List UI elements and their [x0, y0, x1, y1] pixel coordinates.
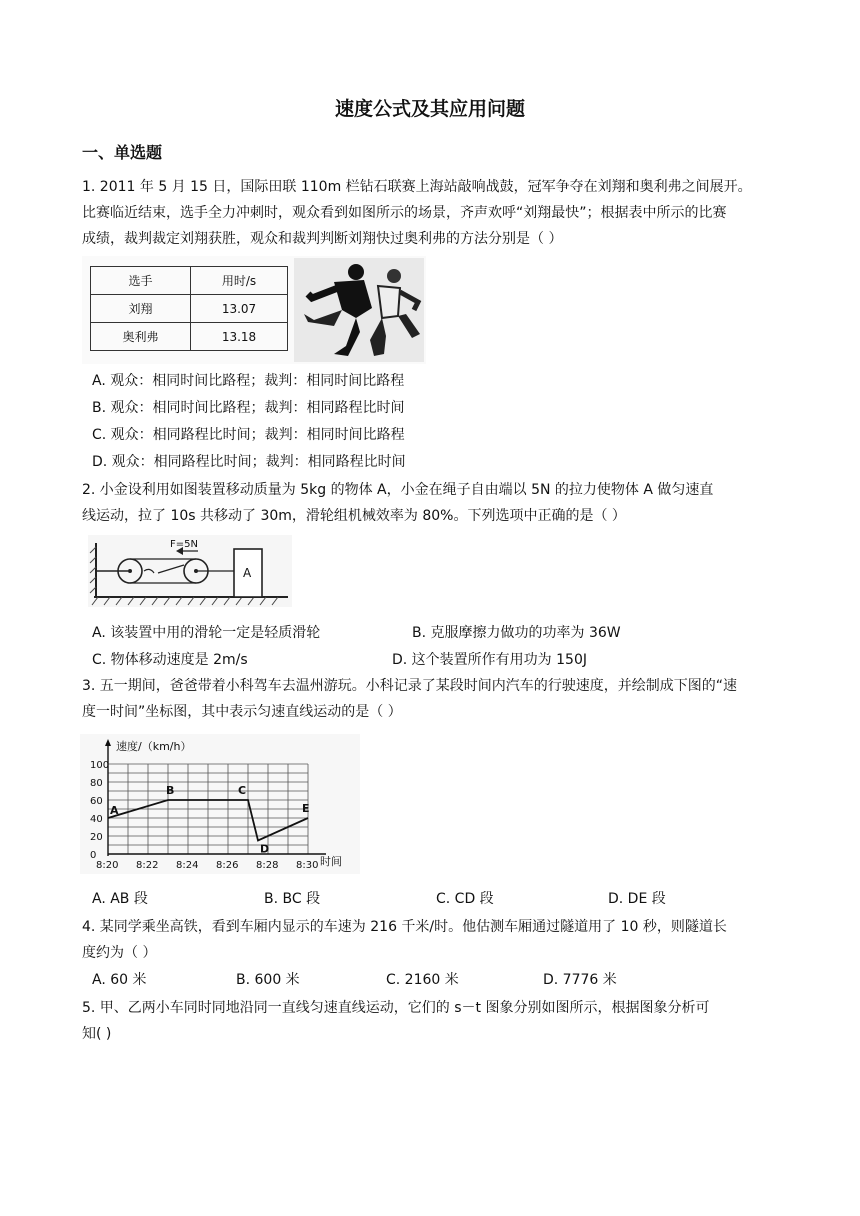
table-header-time: 用时/s — [191, 267, 288, 295]
question-1-stem — [82, 174, 782, 252]
question-2-option-d: D. 这个装置所作有用功为 150J — [392, 652, 587, 668]
x-axis-label: 时间 — [320, 855, 342, 868]
question-3-line-2: 度一时间”坐标图，其中表示匀速直线运动的是（ ） — [82, 704, 402, 720]
point-label: D — [260, 842, 270, 856]
x-tick-label: 8:22 — [136, 860, 159, 871]
runners-photo — [294, 258, 424, 362]
question-3-stem — [82, 673, 782, 725]
table-row — [91, 323, 288, 351]
question-4-line-1: 4. 某同学乘坐高铁，看到车厢内显示的车速为 216 千米/时。他估测车厢通过隧道用了 10 秒，则隧道长 — [82, 919, 727, 935]
question-5-line-2: 知( ) — [82, 1026, 112, 1042]
x-tick-label: 8:28 — [256, 860, 279, 871]
table-cell: 奥利弗 — [91, 323, 191, 351]
x-tick-label: 8:30 — [296, 860, 319, 871]
results-table — [90, 266, 288, 351]
question-1-option-c: C. 观众：相同路程比时间；裁判：相同时间比路程 — [92, 427, 405, 443]
force-label: F=5N — [170, 539, 198, 550]
x-tick-label: 8:26 — [216, 860, 239, 871]
question-3-option-c: C. CD 段 — [436, 891, 494, 907]
question-1-option-d: D. 观众：相同路程比时间；裁判：相同路程比时间 — [92, 454, 406, 470]
block-label: A — [243, 566, 252, 580]
question-3-line-1: 3. 五一期间，爸爸带着小科驾车去温州游玩。小科记录了某段时间内汽车的行驶速度，并绘制成下图的“速 — [82, 678, 738, 694]
question-1-figure — [82, 256, 426, 364]
point-label: C — [238, 784, 247, 797]
question-4-option-b: B. 600 米 — [236, 972, 300, 988]
table-cell: 13.07 — [191, 295, 288, 323]
question-4-option-a: A. 60 米 — [92, 972, 147, 988]
pulley-figure — [88, 535, 292, 607]
question-3-option-d: D. DE 段 — [608, 891, 666, 907]
question-2-line-1: 2. 小金设利用如图装置移动质量为 5kg 的物体 A，小金在绳子自由端以 5N 的拉力使物体 A 做匀速直 — [82, 482, 714, 498]
y-axis-label: 速度/（km/h） — [116, 740, 192, 753]
question-2-option-c: C. 物体移动速度是 2m/s — [92, 652, 248, 668]
question-3-option-a: A. AB 段 — [92, 891, 148, 907]
y-tick-label: 80 — [90, 778, 103, 789]
y-tick-label: 100 — [90, 760, 110, 771]
y-tick-label: 20 — [90, 832, 103, 843]
y-tick-label: 0 — [90, 850, 97, 861]
y-tick-label: 40 — [90, 814, 103, 825]
question-1-option-a: A. 观众：相同时间比路程；裁判：相同时间比路程 — [92, 373, 405, 389]
question-4-stem — [82, 914, 782, 966]
point-label: E — [302, 802, 310, 815]
question-2-option-a: A. 该装置中用的滑轮一定是轻质滑轮 — [92, 625, 321, 641]
question-5-line-1: 5. 甲、乙两小车同时同地沿同一直线匀速直线运动，它们的 s－t 图象分别如图所示，根据图象分析可 — [82, 1000, 710, 1016]
question-2-stem — [82, 477, 782, 529]
question-2-line-2: 线运动，拉了 10s 共移动了 30m，滑轮组机械效率为 80%。下列选项中正确的是（ ） — [82, 508, 626, 524]
point-label: B — [166, 784, 175, 797]
question-4-option-d: D. 7776 米 — [543, 972, 617, 988]
table-cell: 刘翔 — [91, 295, 191, 323]
table-cell: 13.18 — [191, 323, 288, 351]
table-row — [91, 295, 288, 323]
question-1-line-2: 比赛临近结束，选手全力冲刺时，观众看到如图所示的场景，齐声欢呼“刘翔最快”；根据表中所示的比赛 — [82, 205, 727, 221]
page-title: 速度公式及其应用问题 — [334, 98, 525, 120]
question-1-line-1: 1. 2011 年 5 月 15 日，国际田联 110m 栏钻石联赛上海站敲响战鼓，冠军争夺在刘翔和奥利弗之间展开。 — [82, 179, 752, 195]
question-1-line-3: 成绩，裁判裁定刘翔获胜，观众和裁判判断刘翔快过奥利弗的方法分别是（ ） — [82, 231, 563, 247]
table-header-athlete: 选手 — [91, 267, 191, 295]
y-tick-label: 60 — [90, 796, 103, 807]
question-5-stem — [82, 995, 782, 1047]
question-2-option-b: B. 克服摩擦力做功的功率为 36W — [412, 625, 621, 641]
question-4-option-c: C. 2160 米 — [386, 972, 459, 988]
x-tick-label: 8:20 — [96, 860, 119, 871]
question-4-line-2: 度约为（ ） — [82, 945, 157, 961]
speed-time-chart — [80, 734, 360, 874]
section-heading: 一、单选题 — [82, 143, 163, 162]
question-3-option-b: B. BC 段 — [264, 891, 321, 907]
x-tick-label: 8:24 — [176, 860, 199, 871]
point-label: A — [110, 804, 119, 817]
question-1-option-b: B. 观众：相同时间比路程；裁判：相同路程比时间 — [92, 400, 405, 416]
